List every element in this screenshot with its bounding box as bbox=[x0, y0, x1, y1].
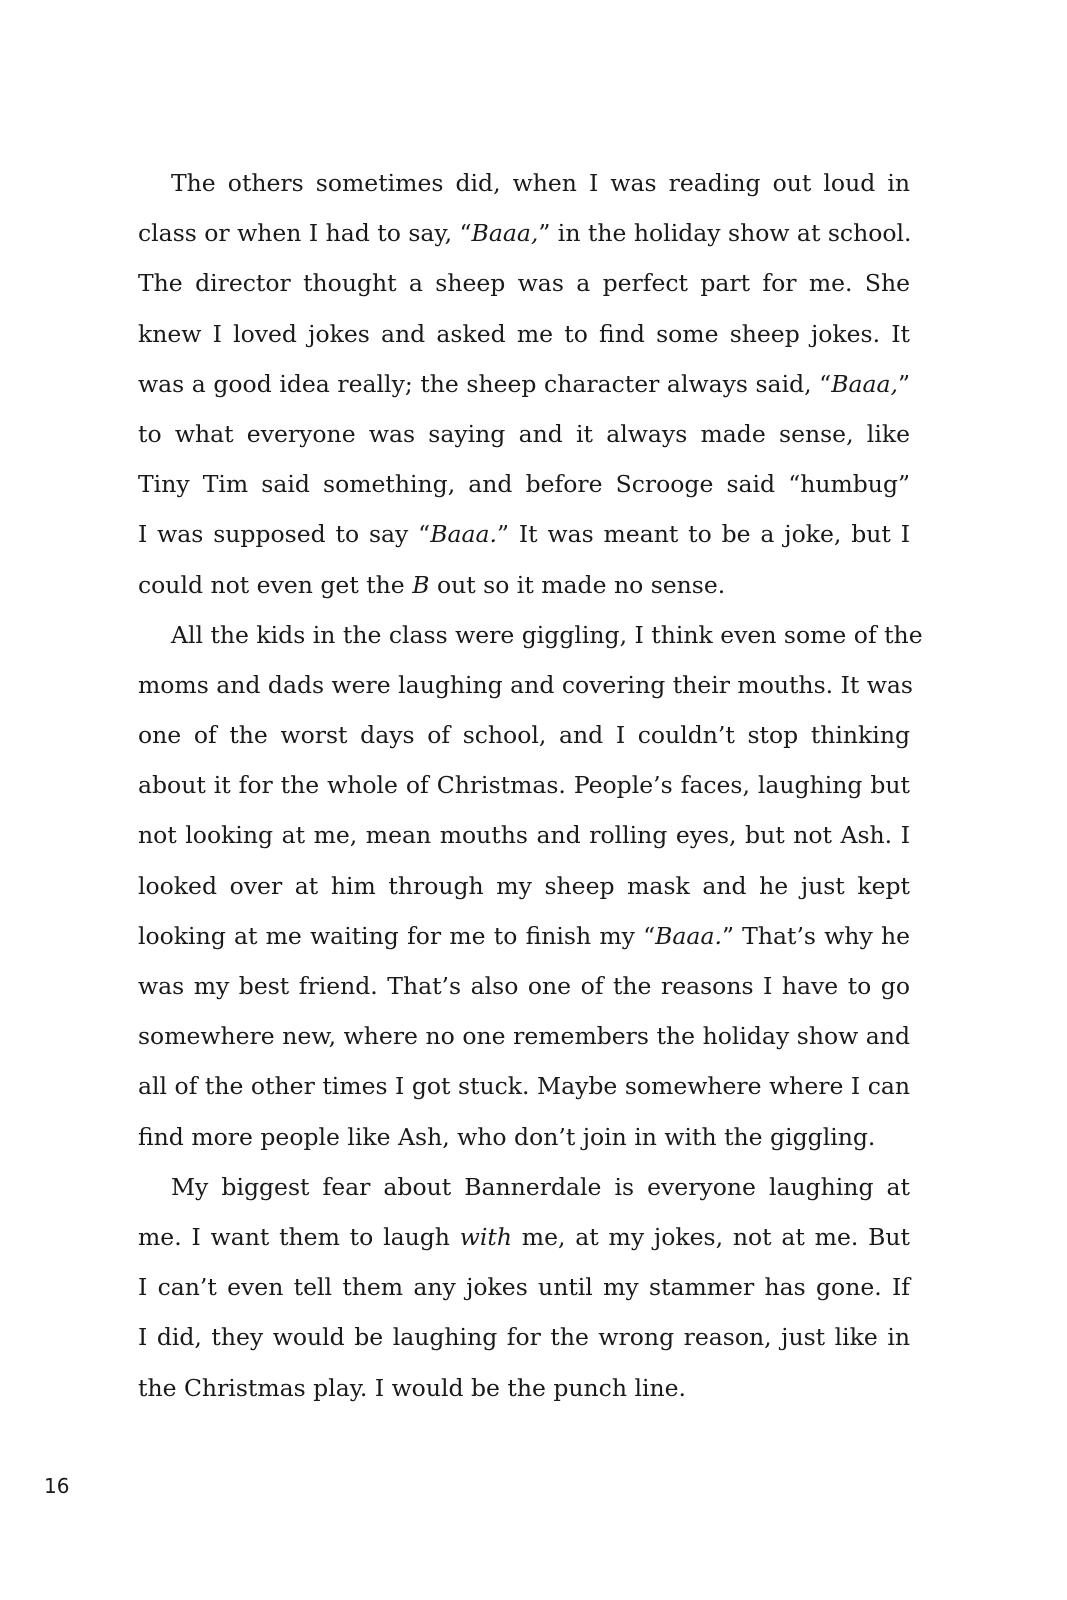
paragraph-2-line-7: looking at me waiting for me to finish my “Baaa.” That’s why he bbox=[138, 921, 910, 950]
paragraph-1-line-2: class or when I had to say, “Baaa,” in the holiday show at school. bbox=[138, 219, 912, 248]
paragraph-2-line-6: looked over at him through my sheep mask and he just kept bbox=[138, 871, 910, 900]
paragraph-1-line-4: knew I loved jokes and asked me to find some sheep jokes. It bbox=[138, 319, 910, 348]
paragraph-3-line-3: I can’t even tell them any jokes until my stammer has gone. If bbox=[138, 1273, 910, 1302]
paragraph-2-line-5: not looking at me, mean mouths and rolling eyes, but not Ash. I bbox=[138, 821, 910, 850]
paragraph-1-line-7: Tiny Tim said something, and before Scrooge said “humbug” bbox=[138, 470, 910, 499]
paragraph-3-line-5: the Christmas play. I would be the punch line. bbox=[138, 1373, 686, 1402]
paragraph-1-line-6: to what everyone was saying and it always made sense, like bbox=[138, 419, 910, 448]
paragraph-3-line-1: My biggest fear about Bannerdale is everyone laughing at bbox=[171, 1172, 910, 1201]
paragraph-3-line-4: I did, they would be laughing for the wrong reason, just like in bbox=[138, 1323, 910, 1352]
paragraph-1-line-1: The others sometimes did, when I was reading out loud in bbox=[171, 169, 910, 197]
paragraph-1-line-9: could not even get the B out so it made no sense. bbox=[138, 570, 726, 599]
body-text bbox=[138, 158, 923, 1413]
paragraph-2-line-2: moms and dads were laughing and covering their mouths. It was bbox=[138, 670, 913, 699]
page-number: 16 bbox=[44, 1474, 70, 1498]
paragraph-2-line-11: find more people like Ash, who don’t join in with the giggling. bbox=[138, 1122, 876, 1151]
paragraph-2-line-3: one of the worst days of school, and I couldn’t stop thinking bbox=[138, 721, 910, 750]
paragraph-2-line-4: about it for the whole of Christmas. People’s faces, laughing but bbox=[138, 771, 910, 800]
paragraph-1-line-8: I was supposed to say “Baaa.” It was meant to be a joke, but I bbox=[138, 520, 910, 549]
paragraph-2-line-8: was my best friend. That’s also one of the reasons I have to go bbox=[138, 972, 910, 1000]
paragraph-3-line-2: me. I want them to laugh with me, at my jokes, not at me. But bbox=[138, 1222, 910, 1251]
paragraph-1-line-5: was a good idea really; the sheep character always said, “Baaa,” bbox=[138, 369, 910, 398]
paragraph-2-line-1: All the kids in the class were giggling, I think even some of the bbox=[171, 620, 923, 649]
paragraph-1-line-3: The director thought a sheep was a perfect part for me. She bbox=[138, 269, 910, 298]
paragraph-2-line-10: all of the other times I got stuck. Maybe somewhere where I can bbox=[138, 1072, 910, 1101]
paragraph-2-line-9: somewhere new, where no one remembers the holiday show and bbox=[138, 1022, 910, 1051]
